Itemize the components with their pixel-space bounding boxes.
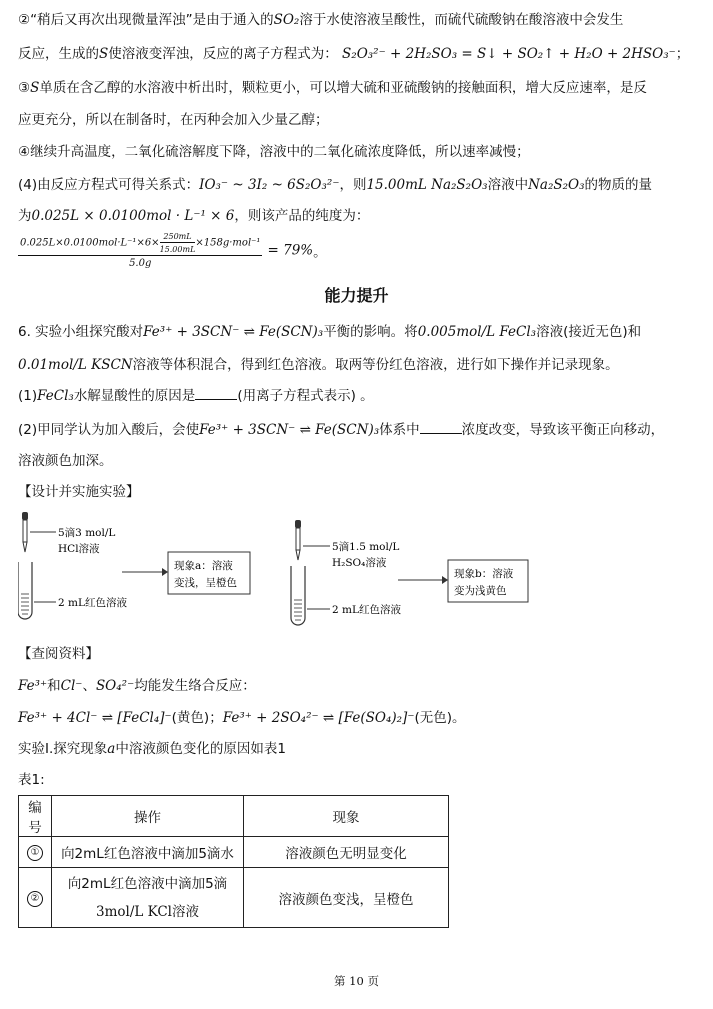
formula: a — [107, 741, 116, 757]
formula: 0.005mol/L FeCl₃ — [417, 324, 537, 340]
text: ④继续升高温度，二氧化硫溶解度下降，溶液中的二氧化硫浓度降低，所以速率减慢； — [18, 144, 530, 160]
inner-fraction — [160, 232, 196, 254]
reagent-label: 5滴1.5 mol/L — [332, 541, 400, 553]
text: ②“稍后又再次出现微量浑浊”是由于通入的 — [18, 12, 274, 28]
para-line — [18, 78, 647, 98]
para-line — [18, 355, 619, 375]
para-line — [18, 676, 256, 696]
text: 反应，生成的 — [18, 46, 99, 62]
text: 水解显酸性的原因是 — [73, 388, 196, 404]
text: (2)甲同学认为加入酸后，会使 — [18, 422, 200, 438]
table-header: 编号 — [19, 796, 52, 837]
text: (无色)。 — [414, 710, 466, 726]
table-cell: 向2mL红色溶液中滴加5滴水 — [52, 837, 244, 868]
formula: 15.00mL Na₂S₂O₃ — [366, 177, 488, 193]
text: ； — [675, 46, 690, 62]
text: 溶液(接近无色)和 — [536, 324, 642, 340]
para-line — [18, 10, 623, 30]
formula: FeCl₃ — [37, 388, 74, 404]
para-line — [18, 708, 466, 728]
section-label: 【设计并实施实验】 — [18, 484, 140, 500]
para-line — [18, 142, 530, 162]
para-line — [18, 386, 374, 406]
text: 为 — [18, 208, 32, 224]
formula: SO₄²⁻ — [95, 678, 135, 694]
text: 应更充分，所以在制备时，在丙种会加入少量乙醇； — [18, 112, 329, 128]
formula: 0.01mol/L KSCN — [18, 357, 133, 373]
text: (用离子方程式表示) 。 — [237, 388, 374, 404]
text: 实验I.探究现象 — [18, 741, 108, 757]
dropper-icon — [22, 512, 28, 552]
result-label: 现象b：溶液 — [454, 568, 514, 580]
text: 和 — [47, 678, 61, 694]
table-header: 现象 — [244, 796, 449, 837]
answer-blank[interactable] — [420, 421, 462, 434]
text: ③ — [18, 80, 31, 96]
dropper-icon — [295, 520, 301, 560]
result-label: 变浅，呈橙色 — [174, 577, 237, 589]
text: 0.025L×0.0100mol·L⁻¹×6× — [20, 237, 160, 249]
formula: Na₂S₂O₃ — [528, 177, 585, 193]
denominator: 15.00mL — [159, 245, 196, 254]
para-line — [18, 420, 664, 440]
page-number: 第 10 页 — [334, 974, 379, 988]
text: (1) — [18, 388, 38, 404]
text: 溶液颜色加深。 — [18, 453, 113, 469]
text: 均能发生络合反应： — [134, 678, 256, 694]
experiment-diagram — [18, 508, 578, 638]
text: 使溶液变浑浊，反应的离子方程式为： — [108, 46, 338, 62]
equation: Fe³⁺ + 4Cl⁻ ⇌ [FeCl₄]⁻ — [18, 710, 172, 726]
calculation: 0.025L × 0.0100mol · L⁻¹ × 6 — [31, 208, 235, 224]
solution-label: 2 mL红色溶液 — [332, 604, 401, 616]
numerator: 250mL — [160, 232, 196, 243]
table-row — [19, 837, 449, 868]
setup-a — [18, 512, 250, 619]
table-cell: 溶液颜色变浅，呈橙色 — [244, 868, 449, 928]
para-line — [18, 206, 369, 226]
table-header-row — [19, 796, 449, 837]
setup-b — [291, 520, 528, 625]
solution-label: 2 mL红色溶液 — [58, 597, 127, 609]
text: 的物质的量 — [584, 177, 652, 193]
table-row — [19, 868, 449, 928]
section-heading: 能力提升 — [324, 286, 389, 305]
formula: Fe³⁺ — [18, 678, 48, 694]
table-caption: 表1: — [18, 772, 45, 788]
text: 、 — [82, 678, 96, 694]
para-line — [18, 322, 641, 342]
answer-blank[interactable] — [195, 387, 237, 400]
reagent-label: H₂SO₄溶液 — [332, 557, 387, 569]
text: ×158g·mol⁻¹ — [195, 237, 261, 249]
para-line — [18, 175, 652, 195]
table-cell — [19, 868, 52, 928]
text: (黄色)； — [171, 710, 223, 726]
reagent-label: 5滴3 mol/L — [58, 527, 116, 539]
row-number: ① — [27, 845, 43, 861]
text: 平衡的影响。将 — [323, 324, 418, 340]
text: ，则该产品的纯度为： — [234, 208, 370, 224]
table-header: 操作 — [52, 796, 244, 837]
text: (4)由反应方程式可得关系式： — [18, 177, 200, 193]
cell-line: 3mol/L KCl溶液 — [95, 903, 199, 920]
text: 体系中 — [379, 422, 420, 438]
text: 浓度改变，导致该平衡正向移动， — [461, 422, 665, 438]
equation: Fe³⁺ + 2SO₄²⁻ ⇌ [Fe(SO₄)₂]⁻ — [222, 710, 415, 726]
result: = 79% — [267, 242, 314, 259]
text: 单质在含乙醇的水溶液中析出时，颗粒更小，可以增大硫和亚硫酸钠的接触面积，增大反应速率，是反 — [39, 80, 647, 96]
result-label: 现象a：溶液 — [174, 560, 233, 572]
text: 中溶液颜色变化的原因如表1 — [115, 741, 286, 757]
text: 溶液中 — [487, 177, 529, 193]
denominator: 5.0g — [129, 258, 152, 269]
relation: IO₃⁻ ~ 3I₂ ~ 6S₂O₃²⁻ — [199, 177, 340, 193]
ionic-equation: S₂O₃²⁻ + 2H₂SO₃ = S↓ + SO₂↑ + H₂O + 2HSO₃⁻ — [342, 46, 676, 62]
cell-line: 向2mL红色溶液中滴加5滴 — [67, 875, 228, 892]
section-label: 【查阅资料】 — [18, 646, 99, 662]
equilibrium: Fe³⁺ + 3SCN⁻ ⇌ Fe(SCN)₃ — [199, 422, 380, 438]
formula: S — [99, 46, 109, 62]
text: 溶液等体积混合，得到红色溶液。取两等份红色溶液，进行如下操作并记录现象。 — [132, 357, 619, 373]
text: 6. 实验小组探究酸对 — [18, 324, 144, 340]
formula: Cl⁻ — [60, 678, 83, 694]
result-label: 变为浅黄色 — [454, 585, 507, 597]
para-line — [18, 451, 113, 471]
purity-fraction — [18, 232, 327, 268]
text: 。 — [313, 244, 327, 261]
formula: S — [30, 80, 40, 96]
equilibrium: Fe³⁺ + 3SCN⁻ ⇌ Fe(SCN)₃ — [143, 324, 324, 340]
reagent-label: HCl溶液 — [58, 543, 100, 555]
row-number: ② — [27, 891, 43, 907]
test-tube-icon — [18, 562, 32, 619]
formula: SO₂ — [273, 12, 300, 28]
experiment-table — [18, 795, 449, 928]
fraction — [18, 232, 262, 269]
para-line — [18, 110, 329, 130]
text: 溶于水使溶液呈酸性，而硫代硫酸钠在酸溶液中会发生 — [299, 12, 624, 28]
text: ，则 — [339, 177, 367, 193]
para-line — [18, 44, 689, 64]
para-line — [18, 739, 286, 759]
table-cell: 溶液颜色无明显变化 — [244, 837, 449, 868]
test-tube-icon — [291, 566, 305, 625]
table-cell — [19, 837, 52, 868]
numerator — [18, 232, 262, 256]
table-cell — [52, 868, 244, 928]
